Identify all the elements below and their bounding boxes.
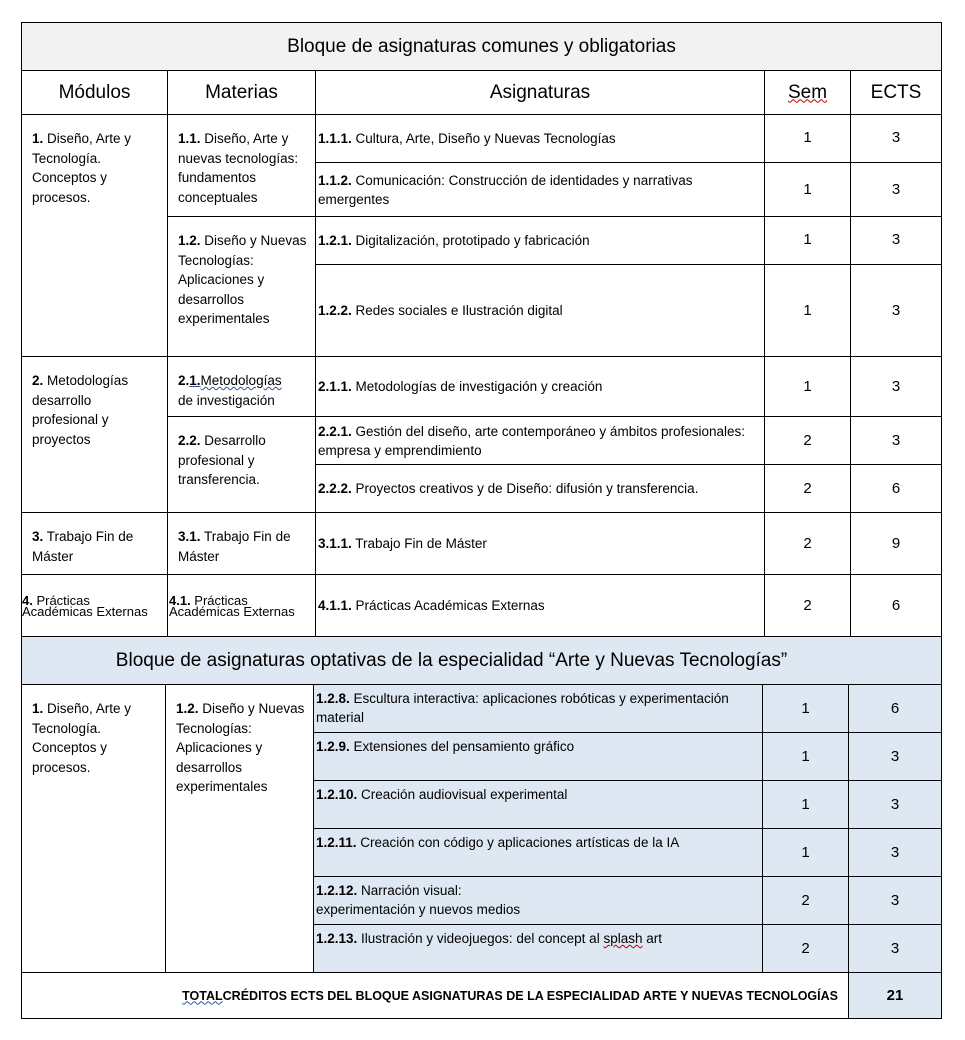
module-2-cell — [21, 356, 168, 513]
subject-name: Narración visual: — [357, 883, 462, 898]
cell-value: 6 — [891, 597, 901, 614]
module-3-text: Trabajo Fin de Máster — [32, 529, 134, 564]
subject-name: Digitalización, prototipado y fabricación — [351, 233, 590, 248]
materia-3-1-text: Trabajo Fin de Máster — [178, 529, 291, 564]
cell-value: 1 — [803, 231, 812, 248]
materia-4-1-text-line2: Académicas Externas — [169, 604, 295, 619]
col-header-modulos — [21, 70, 168, 115]
col-header-asignaturas — [315, 70, 765, 115]
col-header-ects — [850, 70, 942, 115]
cell-value: 1 — [803, 302, 812, 319]
subject-name: Comunicación: Construcción de identidades y narrativas emergentes — [318, 172, 693, 207]
optional-materia-1-2-number: 1.2. — [176, 701, 199, 716]
subject-sem — [764, 512, 851, 575]
optional-subject-row — [313, 780, 763, 829]
subject-ects — [850, 264, 942, 357]
cell-value: 1 — [803, 181, 812, 198]
cell-value: 3 — [890, 748, 900, 765]
subject-code: 1.2.11. — [316, 835, 357, 850]
optional-subject-row — [313, 828, 763, 877]
materia-2-2-number: 2.2. — [178, 433, 201, 448]
materia-2-1-number-b: 1. — [189, 373, 201, 388]
subject-sem — [764, 264, 851, 357]
subject-sem — [764, 464, 851, 513]
subject-name-splash: splash — [603, 931, 643, 946]
cell-value: 2 — [803, 535, 812, 552]
optional-block-title — [21, 636, 942, 685]
subject-name: Creación audiovisual experimental — [357, 787, 568, 802]
cell-value: 3 — [891, 302, 901, 319]
subject-ects — [850, 114, 942, 163]
materia-2-1-text-b: de investigación — [178, 392, 275, 408]
cell-value: 2 — [803, 597, 812, 614]
materia-4-1-number: 4.1. — [169, 593, 191, 608]
cell-value: 1 — [801, 700, 810, 717]
subject-name: Ilustración y videojuegos: del concept al — [357, 931, 604, 946]
optional-module-1-number: 1. — [32, 701, 44, 716]
subject-ects — [850, 416, 942, 465]
subject-row — [315, 512, 765, 575]
subject-ects — [850, 356, 942, 417]
common-block-title — [21, 22, 942, 71]
subject-code: 1.2.8. — [316, 691, 350, 706]
subject-ects — [850, 512, 942, 575]
subject-name: Metodologías de investigación y creación — [351, 379, 603, 394]
subject-sem — [762, 780, 849, 829]
module-1-number: 1. — [32, 131, 44, 146]
subject-code: 2.2.2. — [318, 481, 352, 496]
cell-value: 1 — [803, 378, 812, 395]
cell-value: 2 — [803, 480, 812, 497]
subject-sem — [764, 114, 851, 163]
subject-sem — [762, 732, 849, 781]
materia-4-1-text: Prácticas — [190, 593, 248, 608]
col-header-materias — [167, 70, 316, 115]
subject-name: Gestión del diseño, arte contemporáneo y ámbitos profesionales: empresa y emprendimiento — [318, 423, 746, 458]
cell-value: 3 — [891, 432, 901, 449]
subject-sem — [762, 684, 849, 733]
materia-2-2-cell — [167, 416, 316, 513]
subject-code: 1.2.2. — [318, 303, 352, 318]
subject-code: 1.1.1. — [318, 131, 352, 146]
subject-name: Proyectos creativos y de Diseño: difusión y transferencia. — [351, 481, 699, 496]
cell-value: 1 — [801, 748, 810, 765]
subject-ects — [850, 216, 942, 265]
materia-1-2-cell — [167, 216, 316, 357]
materia-1-1-number: 1.1. — [178, 131, 201, 146]
subject-name: Creación con código y aplicaciones artísticas de la IA — [356, 835, 680, 850]
optional-module-1-cell — [21, 684, 166, 973]
subject-ects — [850, 464, 942, 513]
cell-value: 6 — [891, 480, 901, 497]
subject-sem — [764, 356, 851, 417]
curriculum-table — [21, 22, 942, 1019]
materia-1-2-text: Diseño y Nuevas Tecnologías: Aplicaciones y desarrollos experimentales — [178, 233, 307, 326]
cell-value: 3 — [891, 231, 901, 248]
materia-1-1-text: Diseño, Arte y nuevas tecnologías: fundamentos conceptuales — [178, 131, 299, 205]
subject-row — [315, 464, 765, 513]
subject-row — [315, 114, 765, 163]
total-value: 21 — [886, 987, 904, 1004]
cell-value: 3 — [891, 181, 901, 198]
optional-subject-row — [313, 924, 763, 973]
module-4-text: Prácticas — [32, 593, 90, 608]
subject-sem — [764, 574, 851, 637]
cell-value: 3 — [891, 378, 901, 395]
module-4-cell — [21, 574, 168, 637]
cell-value: 3 — [890, 940, 900, 957]
cell-value: 3 — [890, 892, 900, 909]
subject-code: 2.1.1. — [318, 379, 352, 394]
optional-subject-row — [313, 876, 763, 925]
materia-2-1-number-a: 2. — [178, 373, 190, 388]
cell-value: 3 — [890, 844, 900, 861]
col-header-sem — [764, 70, 851, 115]
module-3-number: 3. — [32, 529, 44, 544]
cell-value: 6 — [890, 700, 900, 717]
subject-ects — [848, 828, 942, 877]
module-1-text: Diseño, Arte y Tecnología. Conceptos y procesos. — [32, 131, 132, 205]
materia-1-2-number: 1.2. — [178, 233, 201, 248]
subject-ects — [848, 924, 942, 973]
total-label-cell — [21, 972, 849, 1019]
subject-row — [315, 216, 765, 265]
cell-value: 3 — [891, 129, 901, 146]
module-2-number: 2. — [32, 373, 44, 388]
module-2-text: Metodologías desarrollo profesional y proyectos — [32, 373, 129, 447]
subject-sem — [762, 828, 849, 877]
module-4-text-line2: Académicas Externas — [22, 604, 148, 619]
subject-ects — [848, 684, 942, 733]
cell-value: 3 — [890, 796, 900, 813]
materia-1-1-cell — [167, 114, 316, 217]
subject-row — [315, 356, 765, 417]
module-4-number: 4. — [22, 593, 33, 608]
subject-ects — [848, 732, 942, 781]
subject-row — [315, 162, 765, 217]
col-header-materias-text: Materias — [205, 81, 278, 103]
subject-code: 4.1.1. — [318, 598, 352, 613]
subject-ects — [848, 876, 942, 925]
subject-ects — [848, 780, 942, 829]
subject-code: 1.2.1. — [318, 233, 352, 248]
subject-sem — [762, 876, 849, 925]
subject-code: 1.2.13. — [316, 931, 358, 946]
subject-code: 1.2.10. — [316, 787, 358, 802]
cell-value: 2 — [801, 940, 810, 957]
materia-2-1-text-a: Metodologías — [200, 373, 282, 388]
module-3-cell — [21, 512, 168, 575]
materia-2-2-text: Desarrollo profesional y transferencia. — [178, 433, 266, 487]
subject-sem — [764, 162, 851, 217]
col-header-ects-text: ECTS — [870, 81, 922, 103]
cell-value: 2 — [803, 432, 812, 449]
subject-sem — [764, 416, 851, 465]
optional-block-title-text: Bloque de asignaturas optativas de la especialidad “Arte y Nuevas Tecnologías” — [115, 649, 788, 671]
subject-ects — [850, 162, 942, 217]
module-1-cell — [21, 114, 168, 357]
subject-ects — [850, 574, 942, 637]
optional-subject-row — [313, 732, 763, 781]
subject-name-line2: experimentación y nuevos medios — [316, 902, 521, 917]
total-label-a: TOTAL — [182, 988, 223, 1003]
col-header-modulos-text: Módulos — [58, 81, 131, 103]
col-header-asignaturas-text: Asignaturas — [489, 81, 591, 103]
total-value-cell — [848, 972, 942, 1019]
subject-name: Trabajo Fin de Máster — [351, 536, 487, 551]
subject-code: 1.2.12. — [316, 883, 358, 898]
subject-name: Cultura, Arte, Diseño y Nuevas Tecnologías — [351, 131, 616, 146]
cell-value: 1 — [801, 796, 810, 813]
subject-code: 1.2.9. — [316, 739, 350, 754]
materia-4-1-cell — [167, 574, 316, 637]
subject-row — [315, 416, 765, 465]
cell-value: 1 — [803, 129, 812, 146]
subject-sem — [764, 216, 851, 265]
subject-row — [315, 574, 765, 637]
cell-value: 1 — [801, 844, 810, 861]
subject-name-end: art — [642, 931, 662, 946]
cell-value: 2 — [801, 892, 810, 909]
common-block-title-text: Bloque de asignaturas comunes y obligatorias — [287, 35, 676, 57]
materia-3-1-cell — [167, 512, 316, 575]
optional-materia-1-2-text: Diseño y Nuevas Tecnologías: Aplicaciones y desarrollos experimentales — [176, 701, 305, 794]
subject-code: 1.1.2. — [318, 172, 352, 188]
col-header-sem-text: Sem — [787, 81, 828, 103]
cell-value: 9 — [891, 535, 901, 552]
subject-name: Prácticas Académicas Externas — [351, 598, 545, 613]
optional-materia-1-2-cell — [165, 684, 314, 973]
subject-name: Escultura interactiva: aplicaciones robóticas y experimentación material — [316, 691, 729, 725]
subject-name: Redes sociales e Ilustración digital — [351, 303, 563, 318]
optional-module-1-text: Diseño, Arte y Tecnología. Conceptos y procesos. — [32, 701, 132, 775]
optional-subject-row — [313, 684, 763, 733]
materia-2-1-cell — [167, 356, 316, 417]
total-label-b: CRÉDITOS ECTS DEL BLOQUE ASIGNATURAS DE LA ESPECIALIDAD ARTE Y NUEVAS TECNOLOGÍAS — [222, 988, 838, 1003]
subject-row — [315, 264, 765, 357]
subject-code: 2.2.1. — [318, 423, 352, 439]
subject-code: 3.1.1. — [318, 536, 352, 551]
materia-3-1-number: 3.1. — [178, 529, 201, 544]
subject-name: Extensiones del pensamiento gráfico — [349, 739, 575, 754]
subject-sem — [762, 924, 849, 973]
